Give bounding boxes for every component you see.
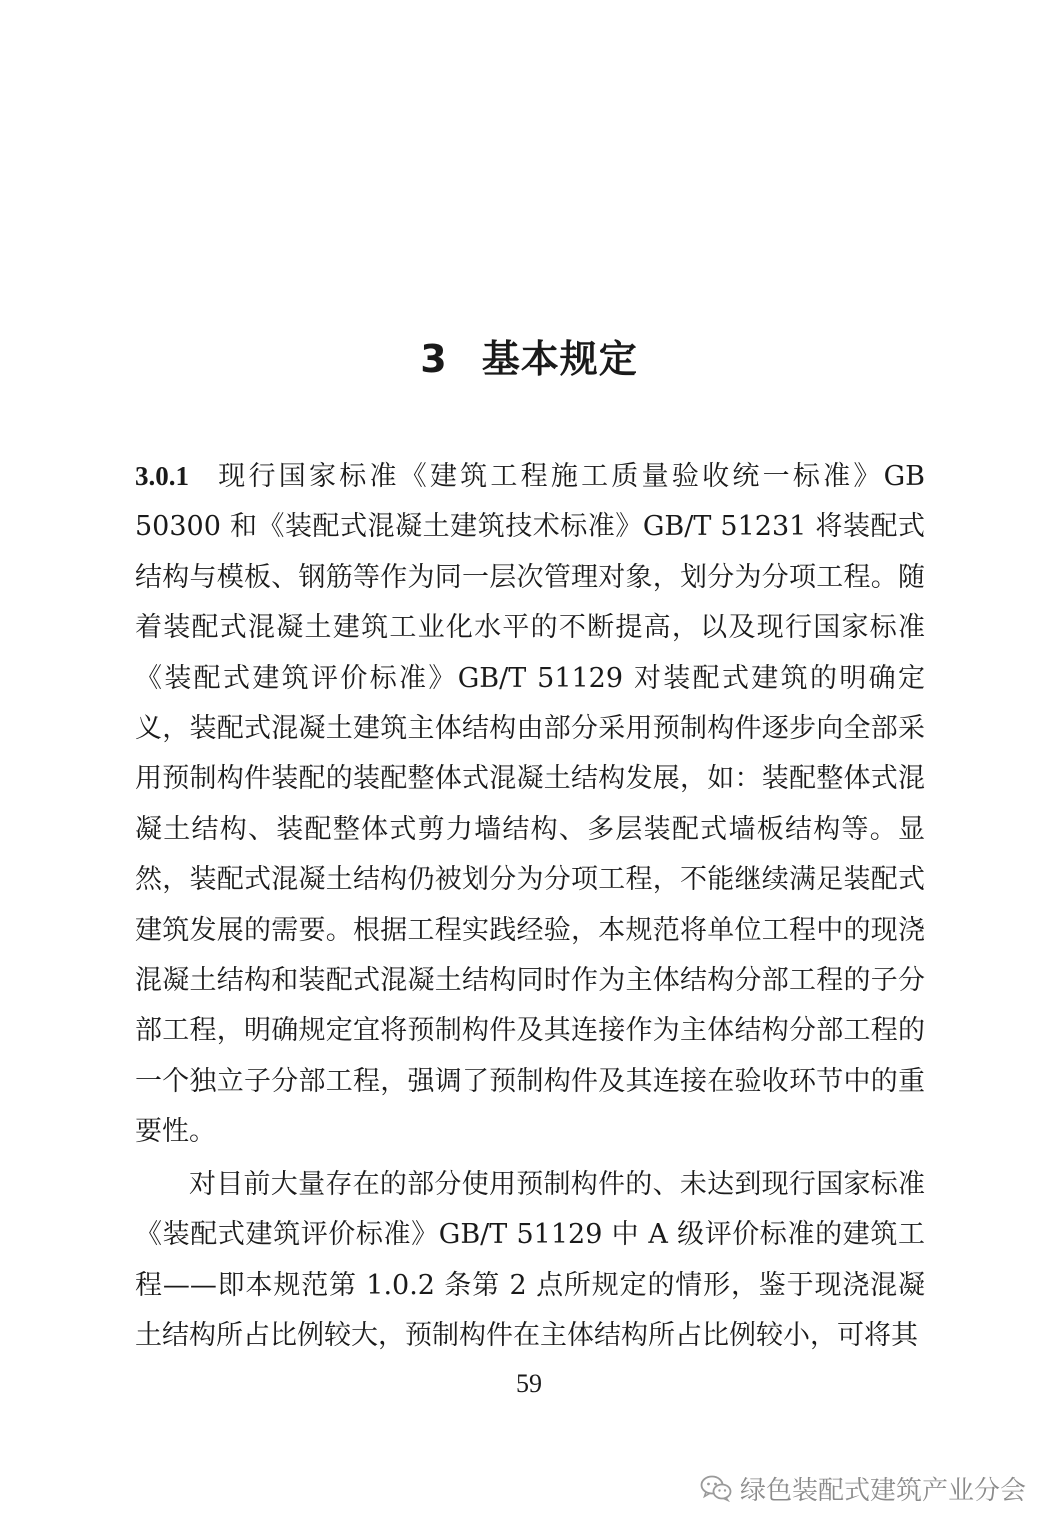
clause-paragraph-1-text: 现行国家标准《建筑工程施工质量验收统一标准》GB 50300 和《装配式混凝土建筑技术标准》GB/T 51231 将装配式结构与模板、钢筋等作为同一层次管理对象，划分为分项工程。随着装配式混凝土建筑工业化水平的不断提高，以及现行国家标准《装配式建筑评价标准》GB/T 51129 对装配式建筑的明确定义，装配式混凝土建筑主体结构由部分采用预制构件逐步向全部采用预制构件装配的装配整体式混凝土结构发展，如：装配整体式混凝土结构、装配整体式剪力墙结构、多层装配式墙板结构等。显然，装配式混凝土结构仍被划分为分项工程，不能继续满足装配式建筑发展的需要。根据工程实践经验，本规范将单位工程中的现浇混凝土结构和装配式混凝土结构同时作为主体结构分部工程的子分部工程，明确规定宜将预制构件及其连接作为主体结构分部工程的一个独立子分部工程，强调了预制构件及其连接在验收环节中的重要性。 [135, 461, 925, 1148]
clause-body [135, 451, 925, 1361]
watermark [700, 1468, 1026, 1508]
wechat-icon [700, 1474, 732, 1502]
chapter-title-text: 基本规定 [481, 337, 638, 382]
chapter-title [0, 333, 1058, 385]
clause-number: 3.0.1 [135, 461, 189, 491]
watermark-text: 绿色装配式建筑产业分会 [740, 1475, 1027, 1506]
clause-paragraph-1 [135, 451, 925, 1158]
clause-paragraph-2: 对目前大量存在的部分使用预制构件的、未达到现行国家标准《装配式建筑评价标准》GB/T 51129 中 A 级评价标准的建筑工程——即本规范第 1.0.2 条第 2 点所规定的情形，鉴于现浇混凝土结构所占比例较大，预制构件在主体结构所占比例较小，可将其 [135, 1168, 925, 1351]
chapter-number: 3 [420, 337, 448, 382]
page-number: 59 [516, 1369, 542, 1398]
